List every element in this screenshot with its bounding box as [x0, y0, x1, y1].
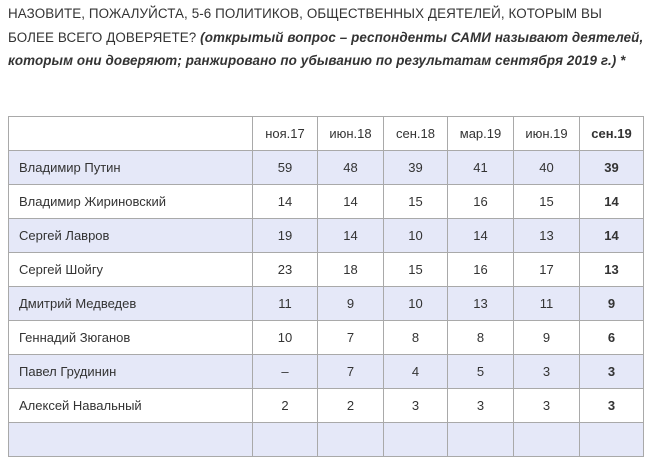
- results-table: [8, 116, 644, 457]
- value-cell: 14: [448, 219, 514, 253]
- value-cell: 59: [253, 151, 318, 185]
- value-cell: 48: [318, 151, 384, 185]
- value-cell: 10: [384, 287, 448, 321]
- table-row: [9, 287, 644, 321]
- question-text: НАЗОВИТЕ, ПОЖАЛУЙСТА, 5-6 ПОЛИТИКОВ, ОБЩЕСТВЕННЫХ ДЕЯТЕЛЕЙ, КОТОРЫМ ВЫ БОЛЕЕ ВСЕГО ДОВЕРЯЕТЕ?: [8, 6, 602, 45]
- table-body: [9, 151, 644, 457]
- value-cell: 3: [514, 389, 580, 423]
- column-header: ноя.17: [253, 117, 318, 151]
- politician-name: Геннадий Зюганов: [9, 321, 253, 355]
- value-cell: 8: [448, 321, 514, 355]
- value-cell: 3: [448, 389, 514, 423]
- value-cell: 7: [318, 355, 384, 389]
- column-header: мар.19: [448, 117, 514, 151]
- survey-question: [8, 2, 650, 73]
- value-cell-latest: 14: [580, 219, 644, 253]
- value-cell: [253, 423, 318, 457]
- table-row: [9, 253, 644, 287]
- value-cell: 19: [253, 219, 318, 253]
- value-cell-latest: [580, 423, 644, 457]
- column-header: июн.18: [318, 117, 384, 151]
- value-cell: 13: [448, 287, 514, 321]
- value-cell: 13: [514, 219, 580, 253]
- column-header: сен.18: [384, 117, 448, 151]
- value-cell: 15: [514, 185, 580, 219]
- value-cell: 40: [514, 151, 580, 185]
- value-cell: 10: [384, 219, 448, 253]
- value-cell: 14: [318, 219, 384, 253]
- value-cell: 10: [253, 321, 318, 355]
- value-cell: 11: [253, 287, 318, 321]
- value-cell-latest: 3: [580, 355, 644, 389]
- politician-name: Владимир Жириновский: [9, 185, 253, 219]
- politician-name: Сергей Лавров: [9, 219, 253, 253]
- value-cell: 9: [514, 321, 580, 355]
- value-cell: 11: [514, 287, 580, 321]
- value-cell: 8: [384, 321, 448, 355]
- value-cell: 39: [384, 151, 448, 185]
- value-cell: 23: [253, 253, 318, 287]
- politician-name: Дмитрий Медведев: [9, 287, 253, 321]
- value-cell: –: [253, 355, 318, 389]
- value-cell-latest: 3: [580, 389, 644, 423]
- table-row: [9, 219, 644, 253]
- value-cell-latest: 13: [580, 253, 644, 287]
- table-row: [9, 321, 644, 355]
- value-cell: [514, 423, 580, 457]
- value-cell: 2: [318, 389, 384, 423]
- header-blank-cell: [9, 117, 253, 151]
- question-note: (открытый вопрос – респонденты САМИ называют деятелей, которым они доверяют; ранжировано по убыванию по результатам сентября 2019 г.) *: [8, 29, 644, 68]
- value-cell: 9: [318, 287, 384, 321]
- value-cell: 5: [448, 355, 514, 389]
- value-cell: 14: [318, 185, 384, 219]
- column-header-latest: сен.19: [580, 117, 644, 151]
- value-cell: 17: [514, 253, 580, 287]
- table-row: [9, 355, 644, 389]
- value-cell: 3: [514, 355, 580, 389]
- value-cell: 14: [253, 185, 318, 219]
- value-cell-latest: 39: [580, 151, 644, 185]
- value-cell: 3: [384, 389, 448, 423]
- value-cell: [318, 423, 384, 457]
- value-cell: 41: [448, 151, 514, 185]
- table-row: [9, 185, 644, 219]
- politician-name: Павел Грудинин: [9, 355, 253, 389]
- table-row: [9, 389, 644, 423]
- value-cell: 15: [384, 253, 448, 287]
- value-cell: 16: [448, 253, 514, 287]
- value-cell-latest: 14: [580, 185, 644, 219]
- politician-name: Сергей Шойгу: [9, 253, 253, 287]
- value-cell: 16: [448, 185, 514, 219]
- table-header-row: [9, 117, 644, 151]
- value-cell: 15: [384, 185, 448, 219]
- value-cell: 7: [318, 321, 384, 355]
- value-cell: [448, 423, 514, 457]
- table-row: [9, 151, 644, 185]
- value-cell: 18: [318, 253, 384, 287]
- column-header: июн.19: [514, 117, 580, 151]
- value-cell-latest: 6: [580, 321, 644, 355]
- politician-name: [9, 423, 253, 457]
- value-cell-latest: 9: [580, 287, 644, 321]
- value-cell: 4: [384, 355, 448, 389]
- politician-name: Владимир Путин: [9, 151, 253, 185]
- table-row: [9, 423, 644, 457]
- value-cell: 2: [253, 389, 318, 423]
- politician-name: Алексей Навальный: [9, 389, 253, 423]
- value-cell: [384, 423, 448, 457]
